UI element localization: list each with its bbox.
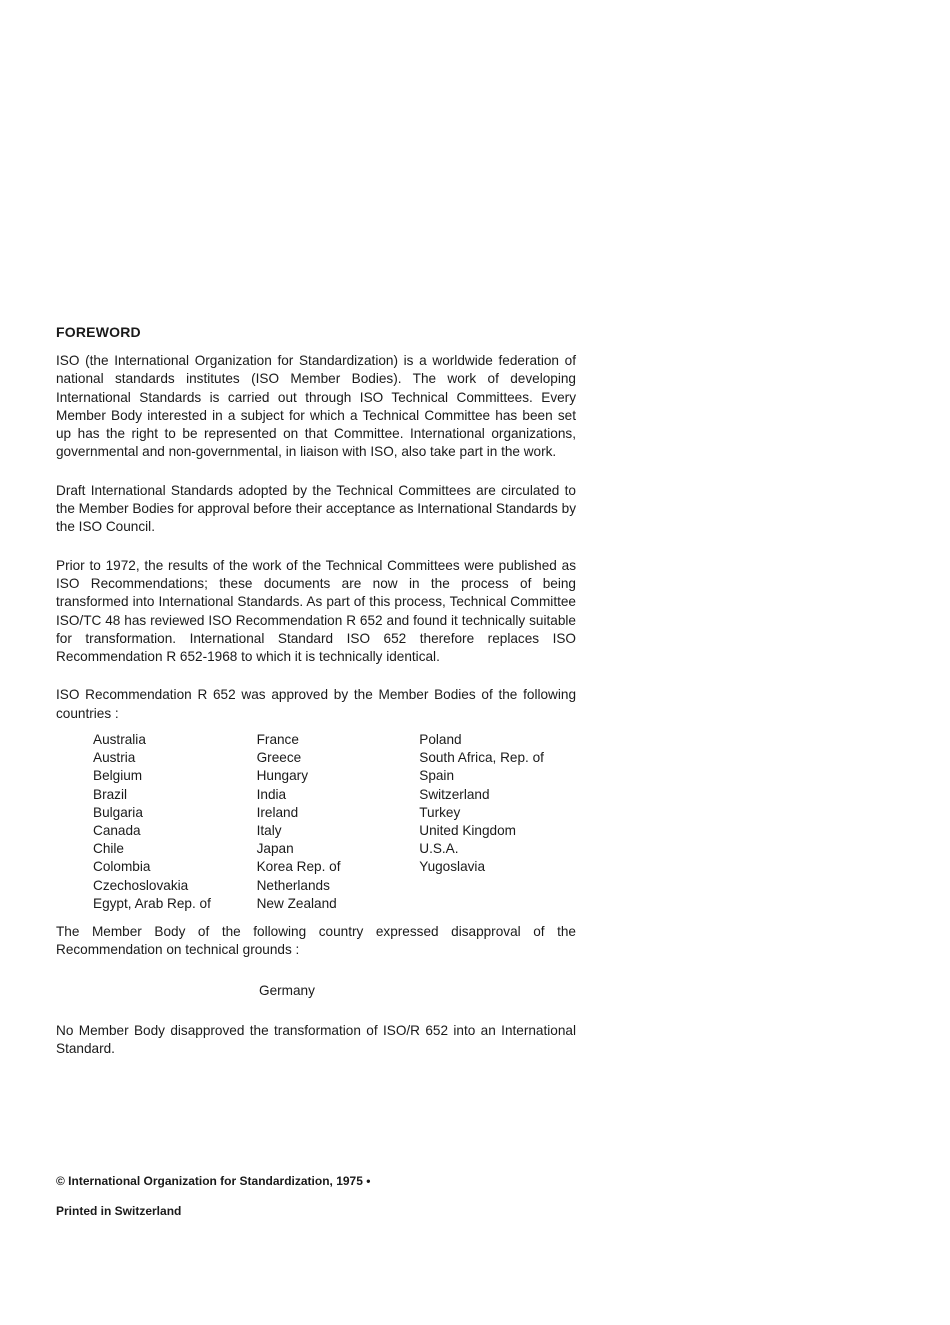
- country-item: Netherlands: [256, 877, 330, 893]
- country-column-3: [419, 731, 576, 913]
- country-item: Austria: [93, 750, 136, 766]
- country-item: Belgium: [93, 768, 143, 784]
- country-item: Brazil: [93, 786, 127, 802]
- country-item: Spain: [419, 768, 455, 784]
- country-item: Yugoslavia: [419, 859, 486, 875]
- country-item: U.S.A.: [419, 841, 459, 857]
- country-item: Greece: [256, 750, 302, 766]
- country-item: Colombia: [93, 859, 151, 875]
- country-item: Bulgaria: [93, 804, 143, 820]
- country-item: Turkey: [419, 804, 461, 820]
- disapproval-paragraph: The Member Body of the following country expressed disapproval of the Recommendation on technical grounds :: [56, 924, 576, 958]
- country-item: Italy: [256, 823, 282, 839]
- country-item: Canada: [93, 823, 141, 839]
- foreword-paragraph-3: Prior to 1972, the results of the work of the Technical Committees were published as ISO Recommendations; these documents are now in the process of being transformed into International Standards. As part of this process, Technical Committee ISO/TC 48 has reviewed ISO Recommendation R 652 and found it technically suitable for transformation. International Standard ISO 652 therefore replaces ISO Recommendation R 652-1968 to which it is technically identical.: [56, 557, 576, 665]
- country-item: Czechoslovakia: [93, 877, 189, 893]
- foreword-paragraph-1: ISO (the International Organization for Standardization) is a worldwide federation of national standards institutes (ISO Member Bodies). The work of developing International Standards is carried out through ISO Technical Committees. Every Member Body interested in a subject for which a Technical Committee has been set up has the right to be represented on that Committee. International organizations, governmental and non-governmental, in liaison with ISO, also take part in the work.: [56, 353, 576, 460]
- country-item: Egypt, Arab Rep. of: [93, 895, 211, 911]
- country-item: Ireland: [256, 804, 299, 820]
- foreword-paragraph-2: Draft International Standards adopted by the Technical Committees are circulated to the Member Bodies for approval before their acceptance as International Standards by the ISO Council.: [56, 482, 576, 535]
- foreword-heading: FOREWORD: [56, 324, 141, 340]
- country-item: Australia: [93, 732, 146, 748]
- foreword-section: [56, 322, 576, 1078]
- country-column-1: [93, 731, 257, 913]
- country-item: Poland: [419, 732, 462, 748]
- country-item: Switzerland: [419, 786, 490, 802]
- foreword-paragraph-4: ISO Recommendation R 652 was approved by the Member Bodies of the following countries :: [56, 687, 576, 721]
- country-item: South Africa, Rep. of: [419, 750, 544, 766]
- country-item: Hungary: [256, 768, 308, 784]
- printed-notice: Printed in Switzerland: [56, 1204, 182, 1218]
- country-item: United Kingdom: [419, 823, 516, 839]
- closing-paragraph: No Member Body disapproved the transformation of ISO/R 652 into an International Standard.: [56, 1022, 576, 1056]
- copyright-notice: © International Organization for Standardization, 1975 •: [56, 1174, 371, 1188]
- country-item: Chile: [93, 841, 124, 857]
- approving-countries-list: [93, 731, 576, 913]
- country-item: France: [256, 732, 299, 748]
- country-item: India: [256, 786, 287, 802]
- country-item: New Zealand: [256, 895, 337, 911]
- disapproving-country: Germany: [259, 982, 315, 998]
- country-item: Japan: [256, 841, 294, 857]
- country-item: Korea Rep. of: [256, 859, 341, 875]
- country-column-2: [257, 731, 420, 913]
